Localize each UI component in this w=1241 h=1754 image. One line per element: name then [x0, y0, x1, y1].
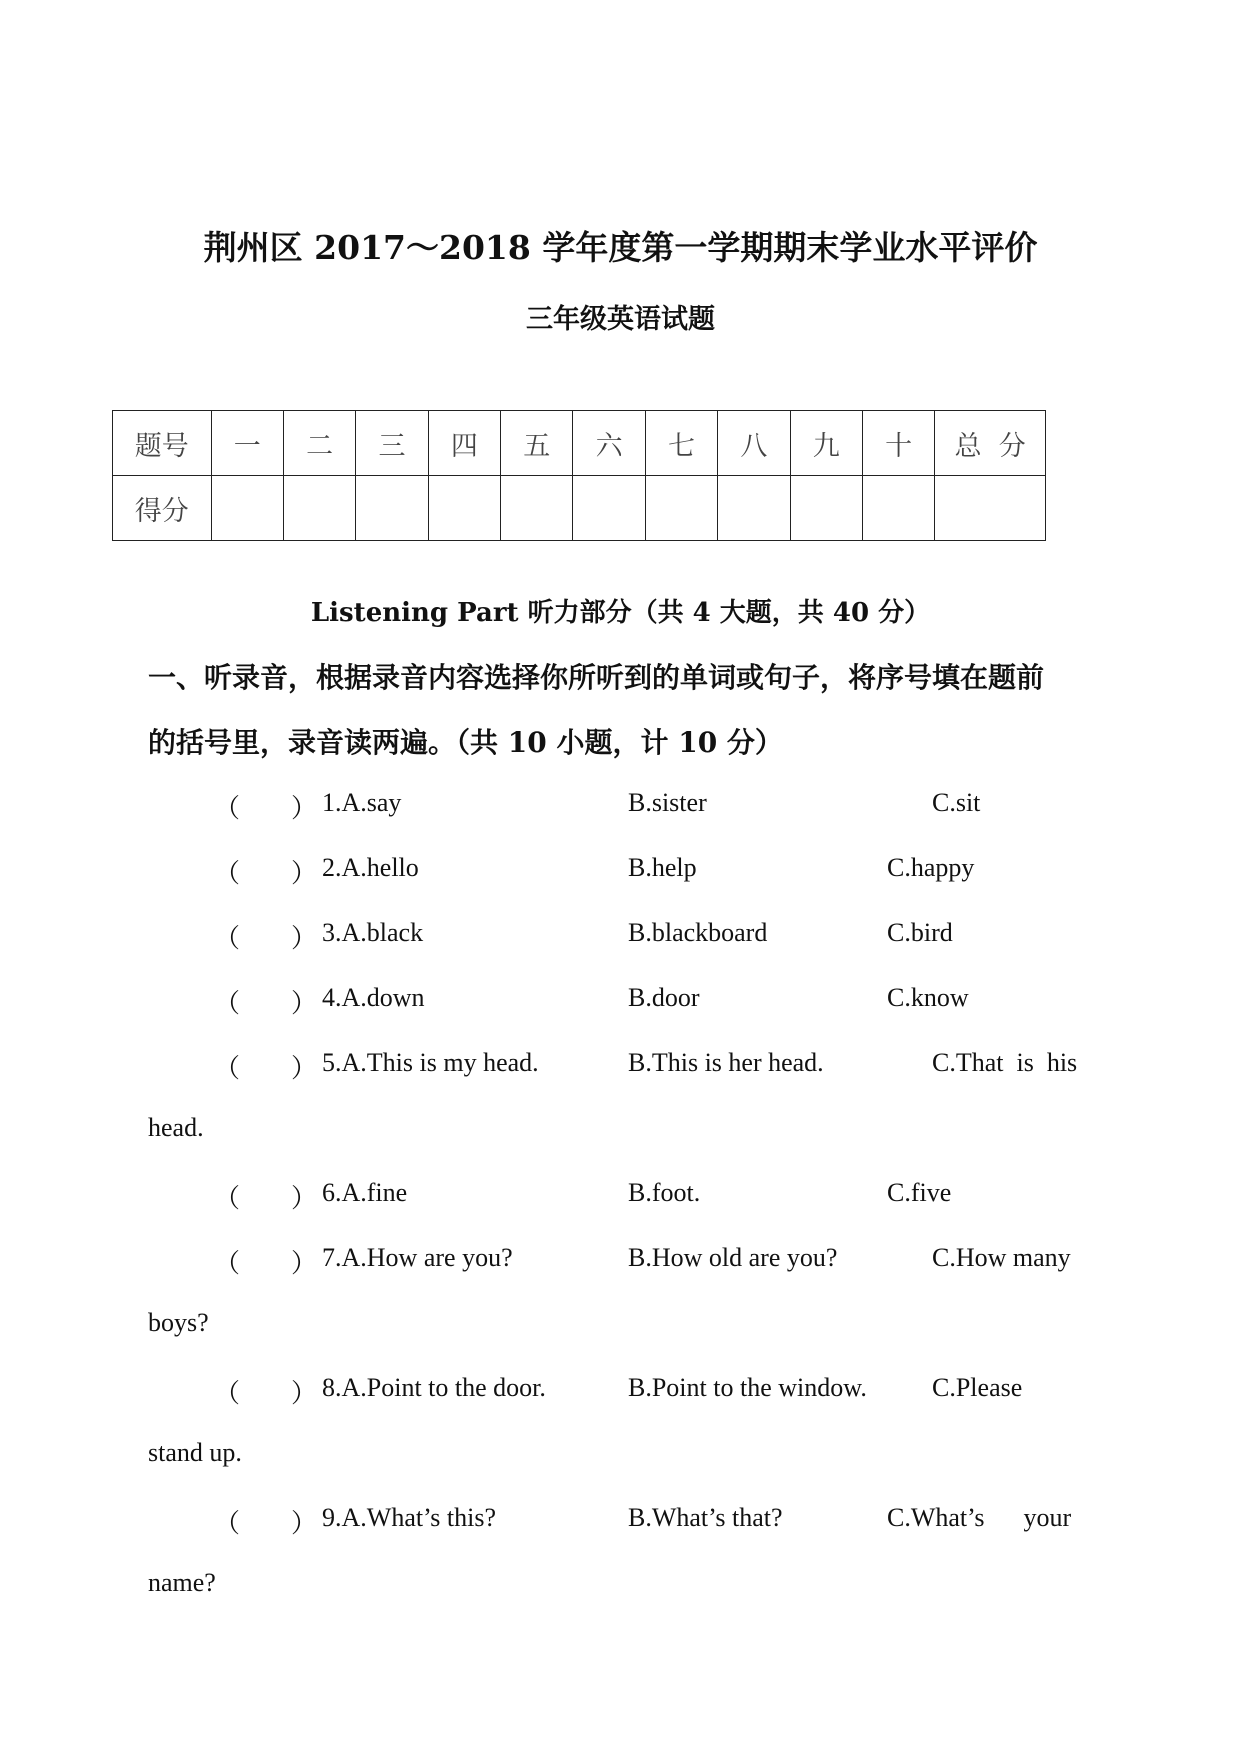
- question-row: [0, 788, 1241, 828]
- option-a: 3.A.black: [322, 918, 424, 947]
- option-b: B.door: [628, 983, 700, 1012]
- score-table-header-row: [113, 411, 1046, 476]
- score-table-cell: 题号: [113, 411, 212, 476]
- option-c-continuation: boys?: [148, 1308, 209, 1337]
- option-a: 1.A.say: [322, 788, 402, 817]
- score-input-cell[interactable]: [428, 476, 500, 541]
- instruction-line: 的括号里，录音读两遍。（共 10 小题，计 10 分）: [148, 726, 783, 759]
- score-table: [112, 410, 1046, 541]
- answer-paren-close: ）: [291, 1379, 318, 1408]
- option-c: C.How many: [932, 1243, 1071, 1272]
- question-row: [0, 983, 1241, 1023]
- option-b: B.What’s that?: [628, 1503, 783, 1532]
- option-c-continuation: name?: [148, 1568, 216, 1597]
- option-c: C.That is his: [932, 1048, 1078, 1077]
- question-row: [0, 918, 1241, 958]
- option-b: B.Point to the window.: [628, 1373, 867, 1402]
- score-table-cell: 总 分: [935, 411, 1046, 476]
- option-a: 6.A.fine: [322, 1178, 408, 1207]
- option-b: B.How old are you?: [628, 1243, 838, 1272]
- score-input-cell[interactable]: [356, 476, 428, 541]
- question-row: [0, 1243, 1241, 1283]
- question-row: [0, 1048, 1241, 1088]
- option-b: B.blackboard: [628, 918, 768, 947]
- answer-paren-open: （: [214, 1184, 241, 1213]
- score-input-cell[interactable]: [718, 476, 790, 541]
- option-b: B.sister: [628, 788, 707, 817]
- score-table-cell: 五: [501, 411, 573, 476]
- option-b: B.foot.: [628, 1178, 701, 1207]
- score-input-cell[interactable]: [501, 476, 573, 541]
- answer-paren-open: （: [214, 1249, 241, 1278]
- score-table-cell: 二: [283, 411, 355, 476]
- question-row: [0, 1503, 1241, 1543]
- option-c-continuation: head.: [148, 1113, 204, 1142]
- option-c: C.happy: [887, 853, 975, 882]
- answer-paren-open: （: [214, 859, 241, 888]
- answer-paren-close: ）: [291, 1509, 318, 1538]
- option-c: C.five: [887, 1178, 952, 1207]
- score-table-cell: 一: [211, 411, 283, 476]
- score-table-cell: 十: [862, 411, 934, 476]
- answer-paren-open: （: [214, 924, 241, 953]
- score-table-cell: 七: [645, 411, 717, 476]
- score-table-cell: 四: [428, 411, 500, 476]
- option-c: C.Please: [932, 1373, 1023, 1402]
- option-a: 8.A.Point to the door.: [322, 1373, 546, 1402]
- answer-paren-open: （: [214, 1054, 241, 1083]
- answer-paren-open: （: [214, 794, 241, 823]
- question-row: [0, 853, 1241, 893]
- option-c: C.sit: [932, 788, 981, 817]
- score-table-score-row: [113, 476, 1046, 541]
- answer-paren-open: （: [214, 1509, 241, 1538]
- score-table-cell: 九: [790, 411, 862, 476]
- answer-paren-open: （: [214, 989, 241, 1018]
- option-c: C.know: [887, 983, 969, 1012]
- answer-paren-close: ）: [291, 1054, 318, 1083]
- score-input-cell[interactable]: [283, 476, 355, 541]
- option-c: C.What’s your: [887, 1503, 1072, 1532]
- option-a: 4.A.down: [322, 983, 425, 1012]
- option-c: C.bird: [887, 918, 953, 947]
- score-table-cell: 八: [718, 411, 790, 476]
- option-a: 2.A.hello: [322, 853, 419, 882]
- option-c-continuation: stand up.: [148, 1438, 242, 1467]
- option-b: B.help: [628, 853, 697, 882]
- answer-paren-close: ）: [291, 859, 318, 888]
- page-subtitle: 三年级英语试题: [526, 304, 715, 335]
- section-heading: Listening Part 听力部分（共 4 大题，共 40 分）: [310, 598, 931, 628]
- option-a: 9.A.What’s this?: [322, 1503, 497, 1532]
- score-input-cell[interactable]: [790, 476, 862, 541]
- score-input-cell[interactable]: [935, 476, 1046, 541]
- question-row: [0, 1178, 1241, 1218]
- answer-paren-close: ）: [291, 989, 318, 1018]
- score-table-cell: 六: [573, 411, 645, 476]
- option-b: B.This is her head.: [628, 1048, 824, 1077]
- score-input-cell[interactable]: [862, 476, 934, 541]
- answer-paren-close: ）: [291, 924, 318, 953]
- score-table-cell: 得分: [113, 476, 212, 541]
- score-input-cell[interactable]: [645, 476, 717, 541]
- question-row: [0, 1373, 1241, 1413]
- score-table-cell: 三: [356, 411, 428, 476]
- option-a: 5.A.This is my head.: [322, 1048, 539, 1077]
- answer-paren-close: ）: [291, 1184, 318, 1213]
- score-input-cell[interactable]: [573, 476, 645, 541]
- score-input-cell[interactable]: [211, 476, 283, 541]
- instruction-line: 一、听录音，根据录音内容选择你所听到的单词或句子，将序号填在题前: [148, 661, 1045, 694]
- answer-paren-open: （: [214, 1379, 241, 1408]
- answer-paren-close: ）: [291, 1249, 318, 1278]
- page-title: 荆州区 2017～2018 学年度第一学期期末学业水平评价: [203, 228, 1038, 267]
- answer-paren-close: ）: [291, 794, 318, 823]
- option-a: 7.A.How are you?: [322, 1243, 513, 1272]
